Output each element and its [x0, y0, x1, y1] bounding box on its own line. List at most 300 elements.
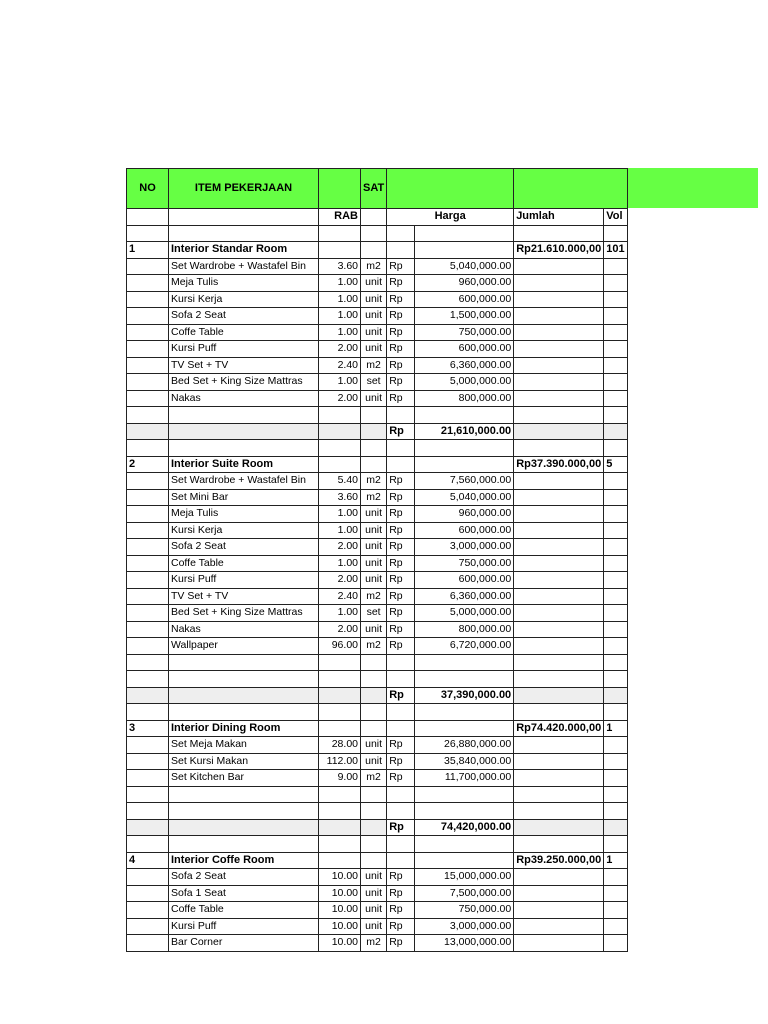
header-empty-rab[interactable]	[319, 169, 361, 209]
total-currency[interactable]: Rp	[387, 819, 415, 836]
cell[interactable]	[127, 522, 169, 539]
cell[interactable]	[514, 275, 604, 292]
item-qty[interactable]: 5.40	[319, 473, 361, 490]
item-unit[interactable]: unit	[361, 753, 387, 770]
cell[interactable]	[514, 885, 604, 902]
cell[interactable]	[127, 654, 169, 671]
cell[interactable]	[604, 753, 627, 770]
item-unit[interactable]: m2	[361, 473, 387, 490]
item-qty[interactable]: 1.00	[319, 374, 361, 391]
item-qty[interactable]: 1.00	[319, 324, 361, 341]
cell[interactable]	[514, 473, 604, 490]
cell[interactable]	[514, 489, 604, 506]
section-title[interactable]: Interior Dining Room	[169, 720, 319, 737]
item-price[interactable]: 750,000.00	[415, 902, 514, 919]
item-unit[interactable]: unit	[361, 539, 387, 556]
item-qty[interactable]: 1.00	[319, 555, 361, 572]
item-name[interactable]: Kursi Kerja	[169, 291, 319, 308]
item-price[interactable]: 26,880,000.00	[415, 737, 514, 754]
cell[interactable]	[127, 770, 169, 787]
item-price[interactable]: 5,000,000.00	[415, 605, 514, 622]
cell[interactable]	[415, 786, 514, 803]
cell[interactable]	[514, 786, 604, 803]
cell[interactable]	[127, 786, 169, 803]
cell[interactable]	[127, 357, 169, 374]
cell[interactable]	[604, 258, 627, 275]
cell[interactable]	[361, 407, 387, 424]
item-qty[interactable]: 2.00	[319, 390, 361, 407]
cell[interactable]	[415, 456, 514, 473]
cell[interactable]	[604, 935, 627, 952]
item-currency[interactable]: Rp	[387, 341, 415, 358]
cell[interactable]	[127, 539, 169, 556]
cell[interactable]	[514, 902, 604, 919]
item-price[interactable]: 5,040,000.00	[415, 258, 514, 275]
item-currency[interactable]: Rp	[387, 935, 415, 952]
cell[interactable]	[604, 638, 627, 655]
cell[interactable]	[387, 440, 415, 457]
item-currency[interactable]: Rp	[387, 770, 415, 787]
section-vol[interactable]: 1	[604, 720, 627, 737]
cell[interactable]	[387, 225, 415, 242]
cell[interactable]	[514, 357, 604, 374]
cell[interactable]	[319, 836, 361, 853]
cell[interactable]	[387, 407, 415, 424]
item-currency[interactable]: Rp	[387, 291, 415, 308]
cell[interactable]	[361, 786, 387, 803]
cell[interactable]	[127, 918, 169, 935]
cell[interactable]	[169, 440, 319, 457]
item-name[interactable]: Kursi Puff	[169, 572, 319, 589]
cell[interactable]	[127, 935, 169, 952]
cell[interactable]	[387, 836, 415, 853]
cell[interactable]	[514, 588, 604, 605]
cell[interactable]	[127, 473, 169, 490]
item-unit[interactable]: set	[361, 374, 387, 391]
item-currency[interactable]: Rp	[387, 506, 415, 523]
cell[interactable]	[514, 291, 604, 308]
cell[interactable]	[387, 671, 415, 688]
cell[interactable]	[514, 506, 604, 523]
item-currency[interactable]: Rp	[387, 902, 415, 919]
cell[interactable]	[514, 522, 604, 539]
cell[interactable]	[319, 671, 361, 688]
item-qty[interactable]: 3.60	[319, 258, 361, 275]
item-qty[interactable]: 2.00	[319, 572, 361, 589]
cell[interactable]	[127, 671, 169, 688]
section-number[interactable]: 2	[127, 456, 169, 473]
item-currency[interactable]: Rp	[387, 621, 415, 638]
item-unit[interactable]: unit	[361, 918, 387, 935]
item-name[interactable]: Set Wardrobe + Wastafel Bin	[169, 258, 319, 275]
cell[interactable]	[604, 390, 627, 407]
item-price[interactable]: 750,000.00	[415, 555, 514, 572]
cell[interactable]	[415, 704, 514, 721]
cell[interactable]	[514, 572, 604, 589]
item-currency[interactable]: Rp	[387, 885, 415, 902]
cell[interactable]	[604, 885, 627, 902]
cell[interactable]	[514, 671, 604, 688]
item-qty[interactable]: 10.00	[319, 885, 361, 902]
item-unit[interactable]: m2	[361, 770, 387, 787]
item-unit[interactable]: unit	[361, 737, 387, 754]
cell[interactable]	[127, 638, 169, 655]
cell[interactable]	[604, 489, 627, 506]
item-name[interactable]: Sofa 2 Seat	[169, 539, 319, 556]
cell[interactable]	[361, 242, 387, 259]
cell[interactable]	[604, 819, 627, 836]
cell[interactable]	[604, 588, 627, 605]
item-price[interactable]: 7,500,000.00	[415, 885, 514, 902]
cell[interactable]	[514, 258, 604, 275]
cell[interactable]	[319, 407, 361, 424]
cell[interactable]	[514, 555, 604, 572]
item-unit[interactable]: m2	[361, 357, 387, 374]
cell[interactable]	[127, 885, 169, 902]
cell[interactable]	[604, 308, 627, 325]
item-currency[interactable]: Rp	[387, 638, 415, 655]
cell[interactable]	[604, 572, 627, 589]
item-unit[interactable]: m2	[361, 638, 387, 655]
header-no[interactable]: NO	[127, 169, 169, 209]
cell[interactable]	[415, 852, 514, 869]
item-qty[interactable]: 1.00	[319, 506, 361, 523]
cell[interactable]	[127, 209, 169, 226]
item-qty[interactable]: 112.00	[319, 753, 361, 770]
cell[interactable]	[127, 225, 169, 242]
cell[interactable]	[604, 803, 627, 820]
cell[interactable]	[604, 407, 627, 424]
cell[interactable]	[361, 819, 387, 836]
cell[interactable]	[514, 687, 604, 704]
section-vol[interactable]: 101	[604, 242, 627, 259]
section-vol[interactable]: 5	[604, 456, 627, 473]
item-qty[interactable]: 1.00	[319, 308, 361, 325]
cell[interactable]	[604, 687, 627, 704]
cell[interactable]	[514, 225, 604, 242]
cell[interactable]	[514, 654, 604, 671]
cell[interactable]	[361, 704, 387, 721]
cell[interactable]	[604, 786, 627, 803]
item-price[interactable]: 6,360,000.00	[415, 588, 514, 605]
cell[interactable]	[319, 720, 361, 737]
item-qty[interactable]: 1.00	[319, 291, 361, 308]
cell[interactable]	[127, 902, 169, 919]
cell[interactable]	[514, 308, 604, 325]
item-name[interactable]: Sofa 2 Seat	[169, 308, 319, 325]
item-unit[interactable]: m2	[361, 258, 387, 275]
cell[interactable]	[604, 374, 627, 391]
item-name[interactable]: Meja Tulis	[169, 506, 319, 523]
cell[interactable]	[319, 687, 361, 704]
cell[interactable]	[387, 803, 415, 820]
item-price[interactable]: 600,000.00	[415, 572, 514, 589]
cell[interactable]	[319, 423, 361, 440]
cell[interactable]	[127, 341, 169, 358]
section-title[interactable]: Interior Coffe Room	[169, 852, 319, 869]
cell[interactable]	[415, 407, 514, 424]
item-name[interactable]: TV Set + TV	[169, 588, 319, 605]
cell[interactable]	[604, 473, 627, 490]
item-price[interactable]: 3,000,000.00	[415, 539, 514, 556]
subheader-rab[interactable]: RAB	[319, 209, 361, 226]
cell[interactable]	[361, 720, 387, 737]
item-unit[interactable]: unit	[361, 308, 387, 325]
item-unit[interactable]: unit	[361, 324, 387, 341]
cell[interactable]	[387, 654, 415, 671]
item-currency[interactable]: Rp	[387, 275, 415, 292]
cell[interactable]	[604, 770, 627, 787]
item-unit[interactable]: unit	[361, 572, 387, 589]
cell[interactable]	[514, 440, 604, 457]
cell[interactable]	[514, 539, 604, 556]
item-name[interactable]: Set Mini Bar	[169, 489, 319, 506]
cell[interactable]	[361, 225, 387, 242]
cell[interactable]	[361, 803, 387, 820]
item-qty[interactable]: 2.40	[319, 357, 361, 374]
cell[interactable]	[604, 654, 627, 671]
cell[interactable]	[604, 836, 627, 853]
item-name[interactable]: Coffe Table	[169, 902, 319, 919]
cell[interactable]	[415, 671, 514, 688]
cell[interactable]	[319, 704, 361, 721]
item-price[interactable]: 35,840,000.00	[415, 753, 514, 770]
cell[interactable]	[514, 605, 604, 622]
cell[interactable]	[319, 242, 361, 259]
item-name[interactable]: Bed Set + King Size Mattras	[169, 605, 319, 622]
header-item[interactable]: ITEM PEKERJAAN	[169, 169, 319, 209]
cell[interactable]	[514, 737, 604, 754]
item-unit[interactable]: unit	[361, 522, 387, 539]
cell[interactable]	[127, 687, 169, 704]
cell[interactable]	[127, 423, 169, 440]
cell[interactable]	[514, 770, 604, 787]
section-title[interactable]: Interior Standar Room	[169, 242, 319, 259]
cell[interactable]	[361, 671, 387, 688]
cell[interactable]	[387, 852, 415, 869]
cell[interactable]	[127, 605, 169, 622]
cell[interactable]	[415, 654, 514, 671]
cell[interactable]	[169, 671, 319, 688]
item-price[interactable]: 5,000,000.00	[415, 374, 514, 391]
cell[interactable]	[169, 786, 319, 803]
cell[interactable]	[127, 489, 169, 506]
item-currency[interactable]: Rp	[387, 324, 415, 341]
item-unit[interactable]: unit	[361, 885, 387, 902]
cell[interactable]	[361, 440, 387, 457]
cell[interactable]	[361, 209, 387, 226]
section-number[interactable]: 1	[127, 242, 169, 259]
item-price[interactable]: 13,000,000.00	[415, 935, 514, 952]
item-name[interactable]: Sofa 2 Seat	[169, 869, 319, 886]
cell[interactable]	[127, 407, 169, 424]
header-empty-jumlah[interactable]	[514, 169, 627, 209]
cell[interactable]	[514, 638, 604, 655]
item-unit[interactable]: unit	[361, 555, 387, 572]
item-currency[interactable]: Rp	[387, 588, 415, 605]
cell[interactable]	[387, 456, 415, 473]
section-number[interactable]: 3	[127, 720, 169, 737]
cell[interactable]	[514, 324, 604, 341]
section-number[interactable]: 4	[127, 852, 169, 869]
cell[interactable]	[514, 918, 604, 935]
item-price[interactable]: 750,000.00	[415, 324, 514, 341]
cell[interactable]	[169, 819, 319, 836]
cell[interactable]	[127, 753, 169, 770]
subheader-jumlah[interactable]: Jumlah	[514, 209, 604, 226]
cell[interactable]	[127, 390, 169, 407]
item-qty[interactable]: 10.00	[319, 902, 361, 919]
cell[interactable]	[319, 225, 361, 242]
item-price[interactable]: 800,000.00	[415, 390, 514, 407]
cell[interactable]	[604, 737, 627, 754]
cell[interactable]	[415, 803, 514, 820]
item-unit[interactable]: set	[361, 605, 387, 622]
item-currency[interactable]: Rp	[387, 258, 415, 275]
cell[interactable]	[514, 935, 604, 952]
item-unit[interactable]: unit	[361, 621, 387, 638]
cell[interactable]	[319, 803, 361, 820]
cell[interactable]	[127, 869, 169, 886]
header-empty-rp[interactable]	[387, 169, 514, 209]
item-qty[interactable]: 2.40	[319, 588, 361, 605]
item-price[interactable]: 600,000.00	[415, 341, 514, 358]
total-value[interactable]: 74,420,000.00	[415, 819, 514, 836]
cell[interactable]	[319, 654, 361, 671]
cell[interactable]	[604, 605, 627, 622]
cell[interactable]	[127, 258, 169, 275]
cell[interactable]	[169, 704, 319, 721]
cell[interactable]	[604, 671, 627, 688]
cell[interactable]	[127, 803, 169, 820]
cell[interactable]	[127, 588, 169, 605]
item-name[interactable]: Set Meja Makan	[169, 737, 319, 754]
cell[interactable]	[604, 225, 627, 242]
section-jumlah[interactable]: Rp74.420.000,00	[514, 720, 604, 737]
item-name[interactable]: Set Kursi Makan	[169, 753, 319, 770]
cell[interactable]	[319, 456, 361, 473]
total-currency[interactable]: Rp	[387, 687, 415, 704]
item-name[interactable]: Nakas	[169, 390, 319, 407]
cell[interactable]	[169, 836, 319, 853]
item-qty[interactable]: 1.00	[319, 275, 361, 292]
cell[interactable]	[514, 819, 604, 836]
item-price[interactable]: 1,500,000.00	[415, 308, 514, 325]
item-unit[interactable]: unit	[361, 869, 387, 886]
cell[interactable]	[319, 786, 361, 803]
item-currency[interactable]: Rp	[387, 555, 415, 572]
item-price[interactable]: 3,000,000.00	[415, 918, 514, 935]
total-value[interactable]: 37,390,000.00	[415, 687, 514, 704]
item-unit[interactable]: unit	[361, 291, 387, 308]
item-qty[interactable]: 1.00	[319, 522, 361, 539]
cell[interactable]	[415, 440, 514, 457]
item-name[interactable]: Kursi Puff	[169, 341, 319, 358]
item-currency[interactable]: Rp	[387, 869, 415, 886]
cell[interactable]	[319, 440, 361, 457]
cell[interactable]	[169, 687, 319, 704]
section-jumlah[interactable]: Rp39.250.000,00	[514, 852, 604, 869]
item-name[interactable]: Wallpaper	[169, 638, 319, 655]
item-qty[interactable]: 10.00	[319, 918, 361, 935]
item-price[interactable]: 960,000.00	[415, 275, 514, 292]
cell[interactable]	[169, 423, 319, 440]
cell[interactable]	[387, 242, 415, 259]
item-currency[interactable]: Rp	[387, 374, 415, 391]
item-currency[interactable]: Rp	[387, 605, 415, 622]
cell[interactable]	[127, 275, 169, 292]
item-name[interactable]: Sofa 1 Seat	[169, 885, 319, 902]
cell[interactable]	[169, 407, 319, 424]
item-currency[interactable]: Rp	[387, 753, 415, 770]
item-name[interactable]: Set Kitchen Bar	[169, 770, 319, 787]
item-qty[interactable]: 1.00	[319, 605, 361, 622]
cell[interactable]	[361, 423, 387, 440]
section-vol[interactable]: 1	[604, 852, 627, 869]
section-jumlah[interactable]: Rp21.610.000,00	[514, 242, 604, 259]
cell[interactable]	[514, 341, 604, 358]
subheader-harga[interactable]: Harga	[387, 209, 514, 226]
item-price[interactable]: 15,000,000.00	[415, 869, 514, 886]
cell[interactable]	[604, 324, 627, 341]
item-price[interactable]: 800,000.00	[415, 621, 514, 638]
cell[interactable]	[169, 225, 319, 242]
cell[interactable]	[514, 869, 604, 886]
item-name[interactable]: Set Wardrobe + Wastafel Bin	[169, 473, 319, 490]
cell[interactable]	[604, 423, 627, 440]
item-price[interactable]: 6,360,000.00	[415, 357, 514, 374]
cell[interactable]	[127, 440, 169, 457]
cell[interactable]	[604, 539, 627, 556]
cell[interactable]	[514, 621, 604, 638]
item-qty[interactable]: 9.00	[319, 770, 361, 787]
cell[interactable]	[604, 621, 627, 638]
item-name[interactable]: Coffe Table	[169, 555, 319, 572]
cell[interactable]	[127, 836, 169, 853]
item-unit[interactable]: unit	[361, 275, 387, 292]
cell[interactable]	[514, 407, 604, 424]
cell[interactable]	[604, 506, 627, 523]
cell[interactable]	[604, 555, 627, 572]
item-currency[interactable]: Rp	[387, 522, 415, 539]
cell[interactable]	[127, 308, 169, 325]
cell[interactable]	[169, 654, 319, 671]
item-currency[interactable]: Rp	[387, 539, 415, 556]
item-price[interactable]: 5,040,000.00	[415, 489, 514, 506]
item-currency[interactable]: Rp	[387, 918, 415, 935]
item-qty[interactable]: 10.00	[319, 869, 361, 886]
cell[interactable]	[127, 291, 169, 308]
item-unit[interactable]: m2	[361, 489, 387, 506]
cell[interactable]	[387, 786, 415, 803]
cell[interactable]	[604, 869, 627, 886]
cell[interactable]	[127, 324, 169, 341]
cell[interactable]	[514, 803, 604, 820]
cell[interactable]	[127, 704, 169, 721]
cell[interactable]	[361, 852, 387, 869]
cell[interactable]	[514, 374, 604, 391]
header-sat[interactable]: SAT	[361, 169, 387, 209]
item-qty[interactable]: 2.00	[319, 621, 361, 638]
item-currency[interactable]: Rp	[387, 390, 415, 407]
cell[interactable]	[604, 918, 627, 935]
cell[interactable]	[361, 654, 387, 671]
item-qty[interactable]: 96.00	[319, 638, 361, 655]
section-jumlah[interactable]: Rp37.390.000,00	[514, 456, 604, 473]
cell[interactable]	[169, 803, 319, 820]
item-unit[interactable]: unit	[361, 506, 387, 523]
cell[interactable]	[361, 836, 387, 853]
